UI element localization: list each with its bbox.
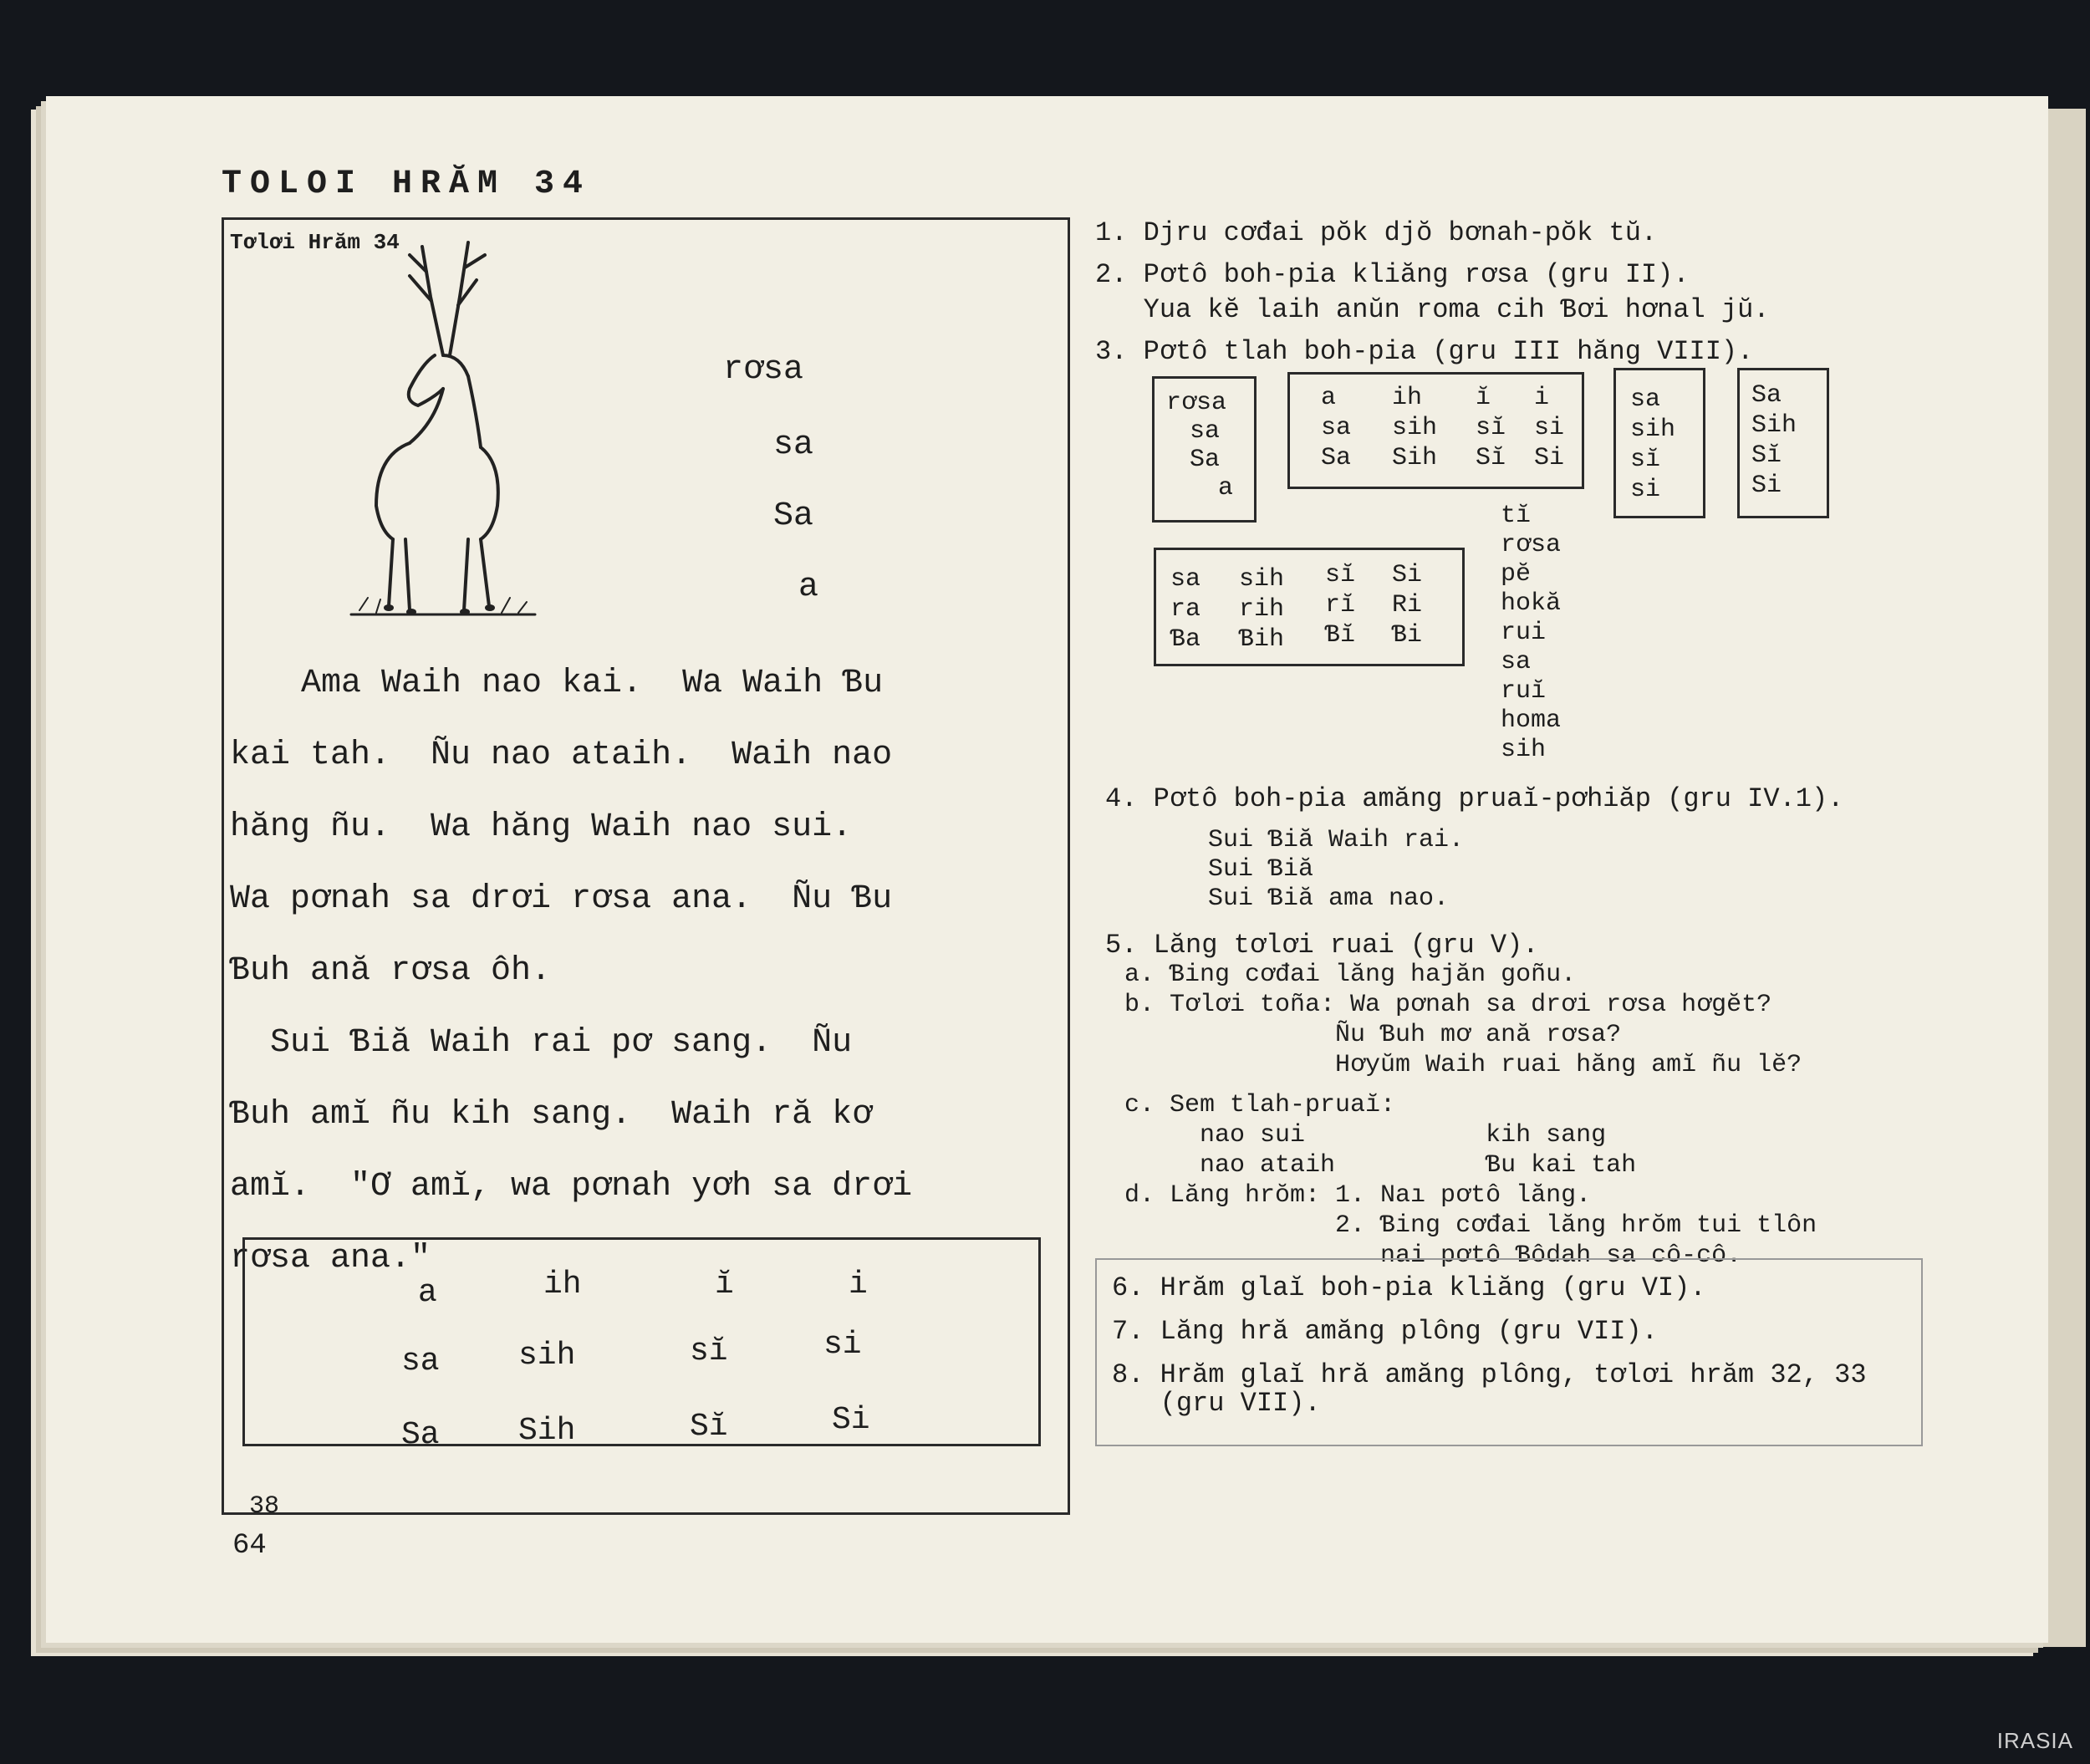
sub-item: nao sui kih sang xyxy=(1124,1121,1607,1150)
syllable: Sih xyxy=(518,1413,576,1449)
syllable: sĭ xyxy=(690,1333,728,1369)
sub-item: 2. Ɓing cơđai lăng hrŏm tui tlôn xyxy=(1124,1211,1817,1240)
story-line: Ama Waih nao kai. Wa Waih Ɓu xyxy=(301,665,884,702)
review-items xyxy=(1112,1267,1867,1419)
watermark: IRASIA xyxy=(1996,1728,2073,1753)
box-word: rơsa xyxy=(1166,389,1227,417)
syllable: sa xyxy=(401,1343,440,1379)
instructions-top xyxy=(1095,216,1770,370)
box-syllable: ih xyxy=(1392,384,1423,412)
story-text xyxy=(230,648,912,1295)
list-word: rơsa xyxy=(1501,531,1562,559)
instruction-item: 2. Pơtô boh-pia kliăng rơsa (gru II). xyxy=(1095,259,1690,290)
word-list xyxy=(1501,502,1561,765)
syllable: Si xyxy=(832,1402,870,1438)
instruction-item: 4. Pơtô boh-pia amăng pruaĭ-pơhiăp (gru IV.1). xyxy=(1105,783,1844,814)
box-syllable: sa xyxy=(1630,385,1661,414)
box-syllable: Sih xyxy=(1392,444,1438,472)
syllable: a xyxy=(418,1275,437,1311)
page-number-inner: 38 xyxy=(249,1492,280,1521)
list-word: sa xyxy=(1501,648,1532,676)
box-syllable: sa xyxy=(1321,414,1352,442)
box-syllable: Sĭ xyxy=(1476,444,1506,472)
example-line: Sui Ɓiă Waih rai. xyxy=(1208,826,1465,854)
stack-word-1: rơsa xyxy=(723,351,804,389)
sub-item: nao ataih Ɓu kai tah xyxy=(1124,1151,1637,1180)
syllable-table xyxy=(242,1237,1041,1446)
syllable: Sĭ xyxy=(690,1409,728,1445)
story-line: Ɓuh amĭ ñu kih sang. Waih ră kơ xyxy=(230,1096,873,1134)
syllable: i xyxy=(849,1267,868,1303)
page-title: TOLOI HRĂM 34 xyxy=(222,166,592,203)
syllable: ih xyxy=(543,1267,582,1303)
instruction-item: 1. Djru cơđai pŏk djŏ bơnah-pŏk tŭ. xyxy=(1095,217,1658,248)
box-syllable: sa xyxy=(1170,565,1201,594)
sub-item: b. Tơlơi toña: Wa pơnah sa drơi rơsa hơgĕt? xyxy=(1124,991,1772,1019)
example-line: Sui Ɓiă ama nao. xyxy=(1208,885,1450,913)
stack-word-2: sa xyxy=(773,426,814,464)
list-word: sih xyxy=(1501,736,1547,764)
box-syllable: sih xyxy=(1239,565,1285,594)
box-syllable: Sih xyxy=(1751,411,1797,440)
story-line: Sui Ɓiă Waih rai pơ sang. Ñu xyxy=(230,1024,853,1062)
word-box-content xyxy=(1166,389,1233,502)
box-syllable: Ɓa xyxy=(1170,625,1201,654)
sub-item: Ñu Ɓuh mơ ană rơsa? xyxy=(1124,1021,1622,1049)
box-syllable: Si xyxy=(1534,444,1565,472)
page-number: 64 xyxy=(232,1530,267,1562)
syllable-box-content xyxy=(1630,385,1675,505)
box-syllable: sĭ xyxy=(1325,561,1356,589)
box-syllable: rih xyxy=(1239,595,1285,624)
sub-item: d. Lăng hrŏm: 1. Naı pơtô lăng. xyxy=(1124,1181,1592,1210)
box-syllable: si xyxy=(1630,476,1661,504)
list-word: ruĭ xyxy=(1501,677,1547,706)
box-syllable: rĭ xyxy=(1325,591,1356,619)
box-syllable: si xyxy=(1534,414,1565,442)
box-syllable: sĭ xyxy=(1630,446,1661,474)
box-word: a xyxy=(1218,474,1234,502)
syllable: si xyxy=(823,1327,862,1363)
list-word: homa xyxy=(1501,706,1562,735)
box-syllable: Si xyxy=(1751,472,1782,500)
instruction-item: 5. Lăng tơlơi ruai (gru V). xyxy=(1105,930,1539,961)
box-syllable: sĭ xyxy=(1476,414,1506,442)
syllable-box-content xyxy=(1751,380,1797,501)
syllable: Sa xyxy=(401,1417,440,1453)
stack-word-3: Sa xyxy=(773,497,814,535)
list-word: hokă xyxy=(1501,589,1562,618)
box-syllable: Ɓih xyxy=(1239,625,1285,654)
box-syllable: ĭ xyxy=(1476,384,1491,412)
item5-lines xyxy=(1124,960,1817,1271)
box-syllable: sih xyxy=(1392,414,1438,442)
story-line: Ɓuh ană rơsa ôh. xyxy=(230,952,552,990)
list-word: tĭ xyxy=(1501,502,1532,530)
box-word: Sa xyxy=(1190,446,1221,474)
stack-word-4: a xyxy=(798,568,819,606)
box-syllable: Sa xyxy=(1321,444,1352,472)
story-line: amĭ. "Ơ amĭ, wa pơnah yơh sa drơi xyxy=(230,1168,913,1206)
list-word: pĕ xyxy=(1501,560,1532,589)
sub-item: a. Ɓing cơđai lăng hajăn goñu. xyxy=(1124,961,1577,989)
instruction-item: 8. Hrăm glaĭ hră amăng plông, tơlơi hrăm 32, 33 xyxy=(1112,1359,1867,1390)
instruction-item: 3. Pơtô tlah boh-pia (gru III hăng VIII). xyxy=(1095,336,1754,367)
story-line: Wa pơnah sa drơi rơsa ana. Ñu Ɓu xyxy=(230,880,893,918)
box-syllable: Sa xyxy=(1751,381,1782,410)
sub-item: c. Sem tlah-pruaĭ: xyxy=(1124,1091,1396,1119)
story-line: hăng ñu. Wa hăng Waih nao sui. xyxy=(230,808,853,846)
box-syllable: Sĭ xyxy=(1751,441,1782,470)
syllable: ĭ xyxy=(715,1267,734,1303)
example-line: Sui Ɓiă xyxy=(1208,855,1314,884)
instruction-item: 6. Hrăm glaĭ boh-pia kliăng (gru VI). xyxy=(1112,1272,1706,1303)
inner-title: Tơlơi Hrăm 34 xyxy=(230,230,400,255)
instruction-item: Yua kĕ laih anŭn roma cih Ɓơi hơnal jŭ. xyxy=(1095,294,1770,325)
list-word: rui xyxy=(1501,619,1547,647)
sub-item: Hơyŭm Waih ruai hăng amĭ ñu lĕ? xyxy=(1124,1051,1802,1079)
box-syllable: sih xyxy=(1630,416,1676,444)
box-syllable: Ɓĭ xyxy=(1325,621,1356,650)
box-syllable: a xyxy=(1321,384,1337,412)
syllable: sih xyxy=(518,1338,576,1374)
instruction-item: (gru VII). xyxy=(1112,1388,1321,1419)
box-syllable: ra xyxy=(1170,595,1201,624)
box-syllable: i xyxy=(1534,384,1550,412)
item4-lines xyxy=(1208,826,1464,914)
instruction-item: 7. Lăng hră amăng plông (gru VII). xyxy=(1112,1316,1658,1347)
box-syllable: Ri xyxy=(1392,591,1423,619)
deer-icon xyxy=(343,230,543,631)
sub-item: nai pơtô Ɓôdah sa cô-cô. xyxy=(1124,1241,1742,1270)
box-syllable: Si xyxy=(1392,561,1423,589)
story-line: rơsa ana." xyxy=(230,1240,431,1277)
box-syllable: Ɓi xyxy=(1392,621,1423,650)
box-word: sa xyxy=(1190,417,1221,446)
story-line: kai tah. Ñu nao ataih. Waih nao xyxy=(230,737,893,774)
